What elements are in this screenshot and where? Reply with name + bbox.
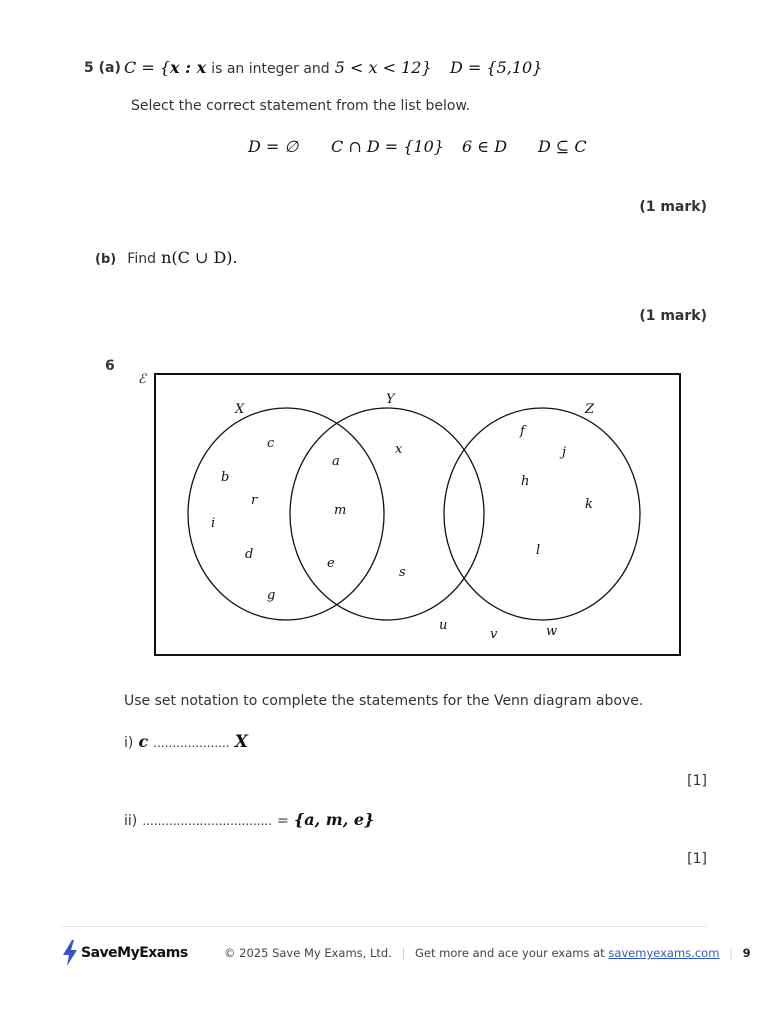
- mark-6i: [1]: [687, 773, 707, 789]
- statement-i-set: X: [234, 732, 248, 752]
- element-w: w: [546, 624, 558, 639]
- circle-z: [444, 408, 640, 620]
- brand-logo[interactable]: [62, 940, 188, 966]
- footer-copyright: © 2025 Save My Exams, Ltd.: [224, 946, 392, 960]
- question-5b-math: n(C ∪ D).: [161, 248, 238, 267]
- footer-separator-2: |: [729, 946, 733, 960]
- element-s: s: [399, 565, 406, 580]
- mark-6ii: [1]: [687, 851, 707, 867]
- set-c-math-end: 5 < x < 12}: [334, 58, 432, 77]
- option-3: 6 ∈ D: [462, 137, 508, 156]
- element-d: d: [245, 547, 254, 562]
- set-c-var: x : x: [170, 58, 207, 77]
- statement-ii-set: {a, m, e}: [293, 810, 375, 829]
- q5-instruction: Select the correct statement from the list below.: [131, 98, 471, 114]
- brand-name: SaveMyExams: [81, 945, 188, 961]
- mark-5b: (1 mark): [639, 308, 707, 324]
- universal-rectangle: [155, 374, 680, 655]
- lightning-bolt-icon: [62, 940, 78, 966]
- element-i: i: [211, 516, 216, 531]
- circle-x: [188, 408, 384, 620]
- question-5b-label: (b): [95, 252, 117, 267]
- footer-text: [224, 946, 751, 960]
- element-r: r: [251, 493, 258, 508]
- set-c-text: is an integer and: [211, 61, 330, 77]
- element-x: x: [395, 442, 403, 457]
- footer-divider: [62, 926, 707, 927]
- element-m: m: [334, 503, 347, 518]
- element-u: u: [439, 618, 448, 633]
- question-6-label: 6: [105, 358, 115, 374]
- circle-y: [290, 408, 484, 620]
- label-x: X: [235, 402, 245, 417]
- q6-instruction: Use set notation to complete the statements for the Venn diagram above.: [124, 693, 644, 709]
- question-5a-label: 5 (a): [84, 60, 121, 76]
- element-g: g: [267, 588, 276, 603]
- option-1: D = ∅: [248, 137, 299, 156]
- statement-ii: [124, 810, 374, 829]
- statement-ii-prefix: ii): [124, 813, 138, 829]
- element-k: k: [585, 497, 593, 512]
- universal-set-symbol: ℰ: [138, 372, 146, 387]
- statement-i-var: c: [138, 732, 149, 751]
- element-j: j: [562, 445, 567, 460]
- footer-link[interactable]: savemyexams.com: [608, 946, 720, 960]
- footer-cta: Get more and ace your exams at: [415, 946, 605, 960]
- element-h: h: [521, 474, 530, 489]
- element-f: f: [520, 424, 525, 439]
- mark-5a: (1 mark): [639, 199, 707, 215]
- label-z: Z: [585, 402, 595, 417]
- footer-separator-1: |: [401, 946, 406, 960]
- element-e: e: [327, 556, 335, 571]
- question-5b-text: Find: [127, 251, 156, 267]
- statement-i: [124, 732, 248, 752]
- statement-ii-blank: ..................................: [142, 814, 273, 828]
- label-y: Y: [386, 392, 395, 407]
- statement-i-blank: ....................: [153, 736, 230, 750]
- element-b: b: [221, 470, 230, 485]
- set-c-math-start: C = {: [124, 58, 170, 77]
- venn-diagram: [130, 365, 690, 665]
- set-c-definition: [124, 58, 432, 77]
- option-4: D ⊆ C: [538, 137, 587, 156]
- statement-i-prefix: i): [124, 735, 134, 751]
- element-v: v: [490, 627, 498, 642]
- question-5b: [95, 248, 238, 267]
- option-2: C ∩ D = {10}: [331, 137, 444, 156]
- statement-ii-equals: =: [277, 813, 289, 829]
- page-number: 9: [742, 946, 751, 960]
- element-c: c: [267, 436, 275, 451]
- set-d-definition: D = {5,10}: [450, 58, 543, 77]
- element-l: l: [536, 543, 541, 558]
- element-a: a: [332, 454, 340, 469]
